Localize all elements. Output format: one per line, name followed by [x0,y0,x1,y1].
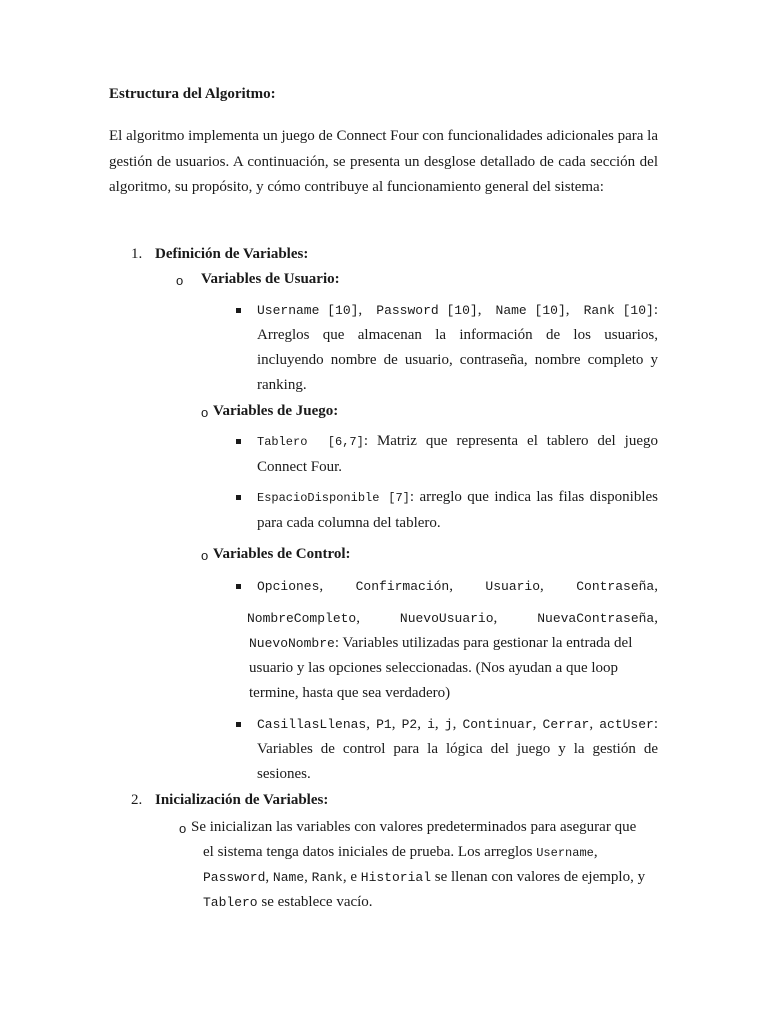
subsection-marker: o [176,273,184,288]
init-line4: Tablero se establece vacío. [203,894,373,910]
intro-paragraph: El algoritmo implementa un juego de Connect Four con funcionalidades adicionales para la gestión de usuarios. A continuación, se presenta un desglose detallado de cada sección del algoritmo, su propósito, y cómo contribuye al funcionamiento general del sistema: [109,128,659,195]
list-item-espacio: EspacioDisponible [7]: arreglo que indica las filas disponibles para cada columna del tablero. [257,489,658,531]
square-bullet [236,308,241,313]
subsection-title-juego: Variables de Juego: [213,403,339,419]
subsection-marker: o [201,405,209,420]
section-2-title: Inicialización de Variables: [155,792,329,808]
init-line1: Se inicializan las variables con valores predeterminados para asegurar que [191,819,637,835]
list-item-control-line1: Opciones, Confirmación, Usuario, Contraseña, [257,578,658,594]
list-item-tablero: Tablero [6,7]: Matriz que representa el tablero del juego Connect Four. [257,433,658,475]
list-item-game-control: CasillasLlenas, P1, P2, i, j, Continuar, Cerrar, actUser: Variables de control para la lógica del juego y la gestión de sesiones. [257,716,658,782]
list-item-control-line2: NombreCompleto, NuevoUsuario, NuevaContraseña, [247,610,658,626]
subsection-title-usuario: Variables de Usuario: [201,271,340,287]
list-item-control-rest: NuevoNombre: Variables utilizadas para gestionar la entrada del usuario y las opciones seleccionadas. (Nos ayudan a que loop termine, hasta que sea verdadero) [249,635,633,701]
section-2-number: 2. [131,792,143,808]
init-line3: Password, Name, Rank, e Historial se llenan con valores de ejemplo, y [203,869,646,885]
square-bullet [236,495,241,500]
square-bullet [236,722,241,727]
list-item-user-vars: Username [10], Password [10], Name [10], Rank [10]: Arreglos que almacenan la información de los usuarios, incluyendo nombre de usuario, contraseña, nombre completo y ranking. [257,302,658,393]
document-heading: Estructura del Algoritmo: [109,86,276,102]
subsection-marker: o [179,821,187,836]
square-bullet [236,439,241,444]
square-bullet [236,584,241,589]
subsection-marker: o [201,548,209,563]
section-1-number: 1. [131,246,143,262]
init-line2: el sistema tenga datos iniciales de prueba. Los arreglos Username, [203,844,598,860]
subsection-title-control: Variables de Control: [213,546,351,562]
section-1-title: Definición de Variables: [155,246,309,262]
